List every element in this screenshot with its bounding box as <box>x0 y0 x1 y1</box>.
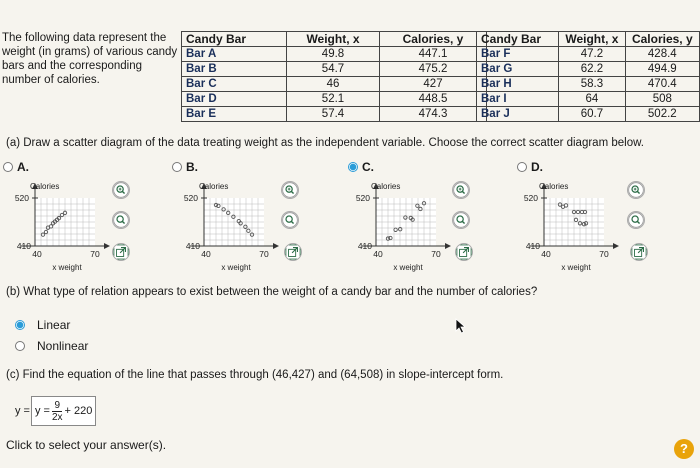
external-link-icon[interactable] <box>630 243 648 261</box>
table-row <box>477 62 700 77</box>
candy-name: Bar F <box>477 47 559 62</box>
col-header: Calories, y <box>380 32 487 47</box>
x-tick-label-left: 40 <box>373 249 383 259</box>
option-c-label: C. <box>362 160 374 174</box>
part-c-question: (c) Find the equation of the line that passes through (46,427) and (64,508) in slope-intercept form. <box>6 369 504 381</box>
weight-cell: 57.4 <box>287 107 380 122</box>
table-row <box>182 77 487 92</box>
x-tick-label-right: 70 <box>431 249 441 259</box>
option-a-label: A. <box>17 160 29 174</box>
y-axis-label: Calories <box>30 182 60 191</box>
data-table-1 <box>181 31 487 122</box>
col-header: Weight, x <box>287 32 380 47</box>
calories-cell: 474.3 <box>380 107 487 122</box>
y-tick-label-top: 520 <box>14 193 29 203</box>
table-row <box>477 92 700 107</box>
col-header: Candy Bar <box>182 32 287 47</box>
x-tick-label-right: 70 <box>259 249 269 259</box>
radio-option-d[interactable] <box>517 162 527 172</box>
x-tick-label-left: 40 <box>201 249 211 259</box>
weight-cell: 60.7 <box>559 107 625 122</box>
radio-nonlinear[interactable] <box>15 341 25 351</box>
zoom-in-icon[interactable] <box>452 181 470 199</box>
col-header: Calories, y <box>625 32 699 47</box>
calories-cell: 448.5 <box>380 92 487 107</box>
weight-cell: 62.2 <box>559 62 625 77</box>
option-b-label: B. <box>186 160 198 174</box>
candy-name: Bar H <box>477 77 559 92</box>
table-row <box>182 92 487 107</box>
candy-name: Bar E <box>182 107 287 122</box>
table-row <box>477 47 700 62</box>
option-b[interactable] <box>172 160 198 174</box>
x-tick-label-left: 40 <box>541 249 551 259</box>
data-table-2 <box>476 31 700 122</box>
x-axis-label: x weight <box>393 263 423 272</box>
candy-name: Bar B <box>182 62 287 77</box>
x-tick-label-right: 70 <box>599 249 609 259</box>
zoom-in-icon[interactable] <box>627 181 645 199</box>
weight-cell: 46 <box>287 77 380 92</box>
candy-name: Bar A <box>182 47 287 62</box>
slope-numerator: 9 <box>54 399 61 411</box>
inner-y-equals: y = <box>34 405 50 417</box>
y-tick-label-bottom: 410 <box>525 241 540 251</box>
candy-name: Bar G <box>477 62 559 77</box>
calories-cell: 508 <box>625 92 699 107</box>
zoom-out-icon[interactable] <box>627 211 645 229</box>
x-axis-arrow <box>104 243 110 249</box>
weight-cell: 58.3 <box>559 77 625 92</box>
x-axis-arrow <box>445 243 451 249</box>
help-button[interactable]: ? <box>674 439 694 459</box>
col-header: Candy Bar <box>477 32 559 47</box>
weight-cell: 47.2 <box>559 47 625 62</box>
option-linear-label: Linear <box>37 318 71 332</box>
calories-cell: 428.4 <box>625 47 699 62</box>
y-tick-label-top: 520 <box>523 193 538 203</box>
x-axis-label: x weight <box>52 263 82 272</box>
x-axis-arrow <box>273 243 279 249</box>
equation-answer <box>15 396 96 426</box>
zoom-in-icon[interactable] <box>281 181 299 199</box>
zoom-out-icon[interactable] <box>452 211 470 229</box>
table-row <box>182 62 487 77</box>
radio-option-b[interactable] <box>172 162 182 172</box>
option-c[interactable] <box>348 160 374 174</box>
option-nonlinear-label: Nonlinear <box>37 339 89 353</box>
zoom-out-icon[interactable] <box>112 211 130 229</box>
equation-input[interactable] <box>31 396 96 426</box>
weight-cell: 49.8 <box>287 47 380 62</box>
x-axis-label: x weight <box>221 263 251 272</box>
calories-cell: 494.9 <box>625 62 699 77</box>
part-b-question: (b) What type of relation appears to exist between the weight of a candy bar and the number of calories? <box>6 286 538 298</box>
col-header: Weight, x <box>559 32 625 47</box>
y-tick-label-top: 520 <box>355 193 370 203</box>
calories-cell: 502.2 <box>625 107 699 122</box>
mouse-cursor-icon <box>455 318 467 334</box>
calories-cell: 475.2 <box>380 62 487 77</box>
option-linear[interactable] <box>15 318 70 332</box>
table-row <box>477 77 700 92</box>
scatter-plot-c[interactable] <box>344 180 492 275</box>
slope-denominator: 2x <box>51 411 63 423</box>
candy-name: Bar C <box>182 77 287 92</box>
x-axis-label: x weight <box>561 263 591 272</box>
weight-cell: 64 <box>559 92 625 107</box>
x-tick-label-left: 40 <box>32 249 42 259</box>
candy-name: Bar I <box>477 92 559 107</box>
option-a[interactable] <box>3 160 29 174</box>
y-tick-label-top: 520 <box>183 193 198 203</box>
zoom-in-icon[interactable] <box>112 181 130 199</box>
y-axis-label: Calories <box>371 182 401 191</box>
candy-name: Bar J <box>477 107 559 122</box>
y-axis-label: Calories <box>199 182 229 191</box>
y-tick-label-bottom: 410 <box>185 241 200 251</box>
external-link-icon[interactable] <box>284 243 302 261</box>
table-header-row <box>182 32 487 47</box>
table-row <box>182 47 487 62</box>
option-d-label: D. <box>531 160 543 174</box>
option-d[interactable] <box>517 160 543 174</box>
y-tick-label-bottom: 410 <box>357 241 372 251</box>
slope-fraction <box>52 400 63 423</box>
option-nonlinear[interactable] <box>15 339 88 353</box>
part-a-question: (a) Draw a scatter diagram of the data treating weight as the independent variable. Choose the correct scatter diagram below. <box>6 137 644 149</box>
radio-option-a[interactable] <box>3 162 13 172</box>
instruction-text: Click to select your answer(s). <box>6 438 167 452</box>
calories-cell: 427 <box>380 77 487 92</box>
weight-cell: 52.1 <box>287 92 380 107</box>
external-link-icon[interactable] <box>112 243 130 261</box>
calories-cell: 470.4 <box>625 77 699 92</box>
x-tick-label-right: 70 <box>90 249 100 259</box>
table-header-row <box>477 32 700 47</box>
y-tick-label-bottom: 410 <box>16 241 31 251</box>
external-link-icon[interactable] <box>455 243 473 261</box>
y-axis-label: Calories <box>539 182 569 191</box>
weight-cell: 54.7 <box>287 62 380 77</box>
intercept-term: + 220 <box>64 405 93 417</box>
intro-text: The following data represent the weight (in grams) of various candy bars and the corresponding number of calories. <box>2 32 178 86</box>
zoom-out-icon[interactable] <box>281 211 299 229</box>
table-row <box>182 107 487 122</box>
candy-name: Bar D <box>182 92 287 107</box>
table-row <box>477 107 700 122</box>
x-axis-arrow <box>613 243 619 249</box>
calories-cell: 447.1 <box>380 47 487 62</box>
y-equals-label: y = <box>15 405 30 417</box>
radio-linear[interactable] <box>15 320 25 330</box>
radio-option-c[interactable] <box>348 162 358 172</box>
